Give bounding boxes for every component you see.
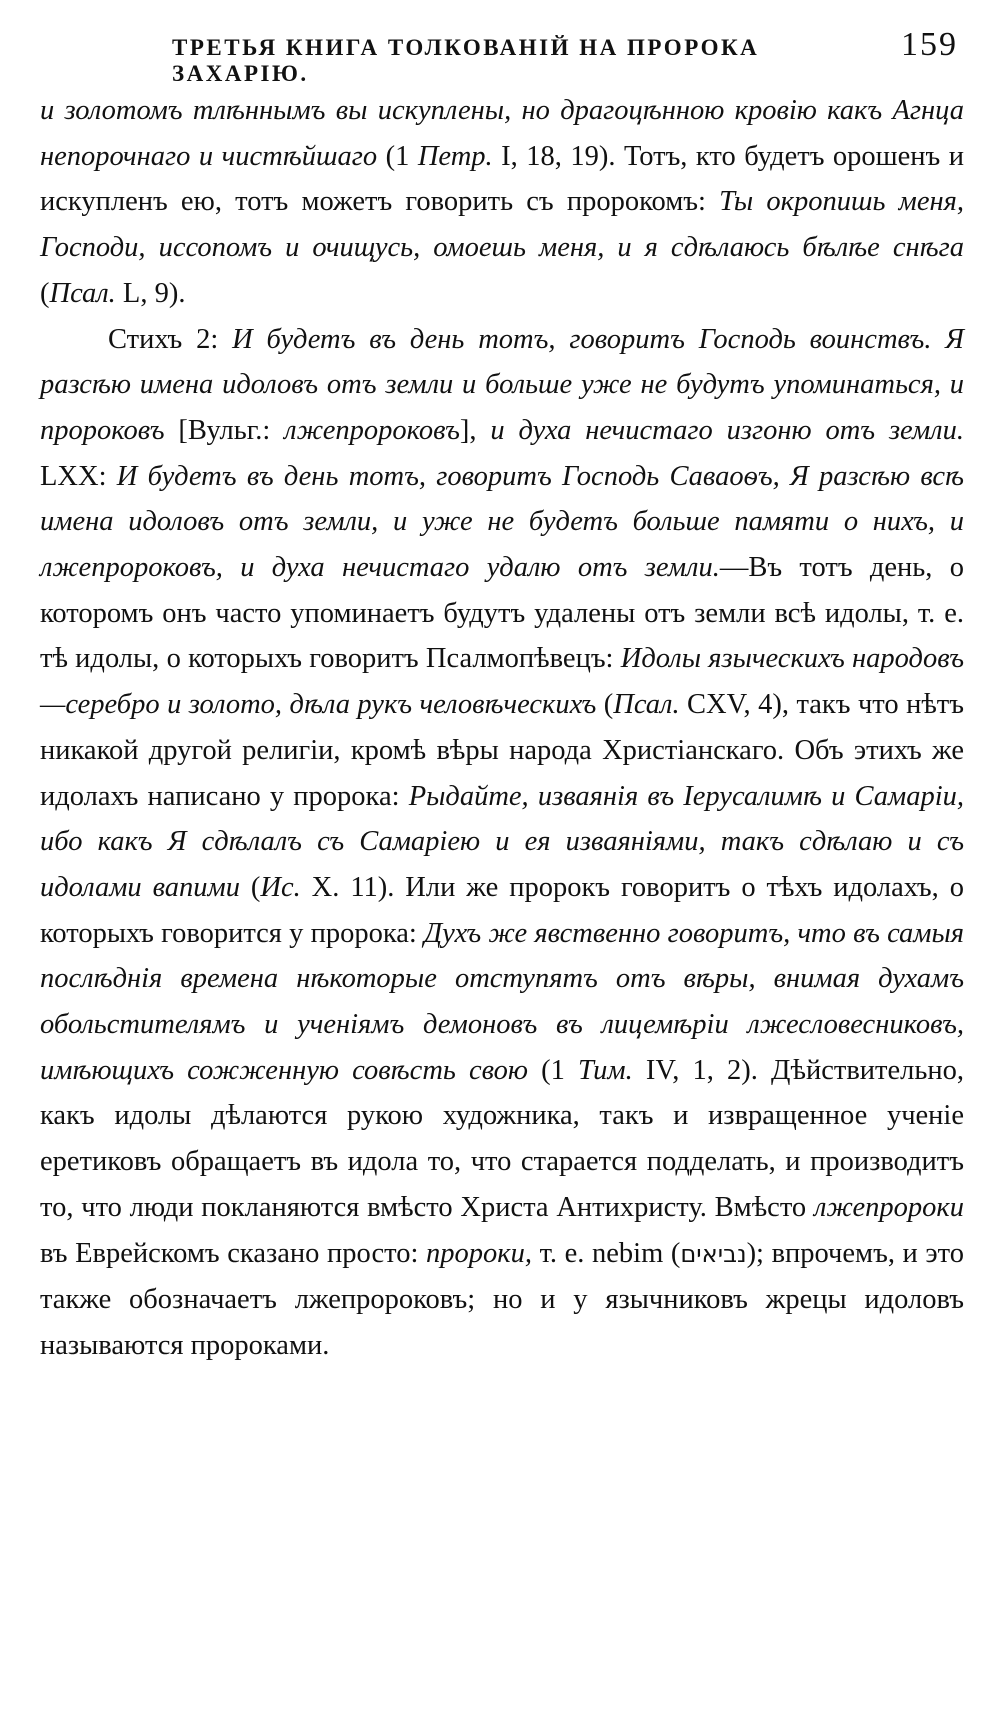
running-title: ТРЕТЬЯ КНИГА ТОЛКОВАНІЙ НА ПРОРОКА ЗАХАРІЮ. <box>172 35 760 86</box>
italic-text: и духа нечистаго изгоню отъ земли. <box>490 414 964 446</box>
text-run: —Въ тотъ день, о которомъ онъ часто упоминаетъ будутъ удалены отъ земли всѣ идолы, т. е. тѣ идолы, о которыхъ говоритъ Псалмопѣвецъ: <box>40 552 964 675</box>
book-page <box>40 26 964 1369</box>
paragraph <box>40 317 964 1369</box>
italic-text: лжепророковъ <box>284 414 460 446</box>
paragraph <box>40 88 964 317</box>
hebrew-text: נביאים <box>680 1239 747 1268</box>
text-run: L, 9). <box>115 277 186 309</box>
running-head <box>40 26 964 86</box>
text-run: [Вульг.: <box>164 414 285 446</box>
italic-text: пророки, <box>425 1237 532 1269</box>
text-run: IV, 1, 2). Дѣйствительно, какъ идолы дѣлаются рукою художника, такъ и извращенное ученіе еретиковъ обращаетъ въ идола то, что старается подделать, и производитъ то, что люди покланяются вмѣсто Христа Антихристу. Вмѣсто <box>40 1054 964 1223</box>
italic-text: Ты окропишь меня, Господи, иссопомъ и очищусь, омоешь меня, и я сдѣлаюсь бѣлѣе снѣга <box>40 186 964 264</box>
text-run: т. е. nebim ( <box>531 1237 681 1269</box>
text-run: (1 <box>377 140 418 172</box>
body-text <box>40 88 964 1369</box>
text-run: I, 18, 19). Тотъ, кто будетъ орошенъ и искупленъ ею, тотъ можетъ говорить съ пророкомъ: <box>40 140 964 218</box>
italic-text: лжепророки <box>813 1191 964 1223</box>
italic-text: Духъ же явственно говоритъ, что въ самыя послѣднія времена нѣкоторые отступятъ отъ вѣры, внимая духамъ обольстителямъ и ученіямъ демоновъ въ лицемѣріи лжесловесниковъ, имѣющихъ сожженную совѣсть свою <box>40 917 964 1086</box>
text-run: ( <box>40 277 50 309</box>
text-run: ); впрочемъ, и это также обозначаетъ лжепророковъ; но и у язычниковъ жрецы идоловъ называются пророками. <box>40 1237 964 1361</box>
text-run: ( <box>596 689 614 721</box>
italic-text: И будетъ въ день тотъ, говоритъ Господь Саваоѳъ, Я разсѣю всѣ имена идоловъ отъ земли, и уже не будетъ больше памяти о нихъ, и лжепророковъ, и духа нечистаго удалю отъ земли. <box>40 460 964 584</box>
italic-text: Идолы языческихъ народовъ—серебро и золото, дѣла рукъ человѣческихъ <box>40 643 964 721</box>
text-run: CXV, 4), такъ что нѣтъ никакой другой религіи, кромѣ вѣры народа Христіанскаго. Объ этихъ же идолахъ написано у пророка: <box>40 689 964 812</box>
italic-text: Тим. <box>578 1054 633 1086</box>
italic-text: и золотомъ тлѣннымъ вы искуплены, но драгоцѣнною кровію какъ Агнца непорочнаго и чистѣйшаго <box>40 95 964 172</box>
text-run: (1 <box>528 1054 579 1086</box>
text-run: LXX: <box>40 460 117 492</box>
text-run: X. 11). Или же пророкъ говоритъ о тѣхъ идолахъ, о которыхъ говорится у пророка: <box>40 871 964 949</box>
italic-text: Псал. <box>49 277 116 309</box>
italic-text: Петр. <box>417 140 493 172</box>
italic-text: Рыдайте, изваянія въ Іерусалимѣ и Самаріи, ибо какъ Я сдѣлалъ съ Самаріею и ея изваяніями, такъ сдѣлаю и съ идолами ваnими <box>40 780 964 903</box>
italic-text: Псал. <box>613 689 680 721</box>
page-number: 159 <box>901 26 958 63</box>
text-run: ], <box>459 414 491 446</box>
text-run: въ Еврейскомъ сказано просто: <box>40 1237 426 1269</box>
italic-text: И будетъ въ день тотъ, говоритъ Господь воинствъ. Я разсѣю имена идоловъ отъ земли и больше уже не будутъ упоминаться, и пророковъ <box>40 323 964 446</box>
text-run: Стихъ 2: <box>108 323 233 355</box>
text-run: ( <box>239 871 261 903</box>
italic-text: Ис. <box>260 871 301 903</box>
